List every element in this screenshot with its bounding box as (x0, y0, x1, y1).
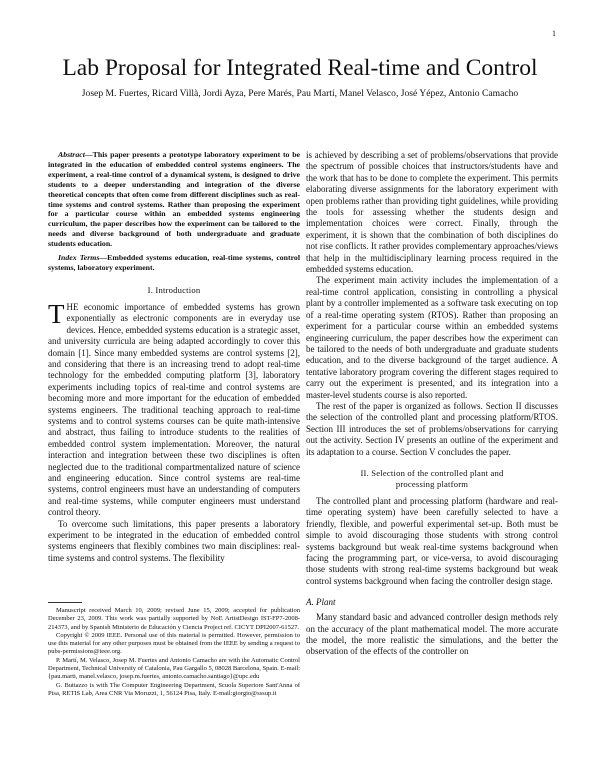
abstract-text: —This paper presents a prototype laboratory experiment to be integrated in the education of embedded control systems engineers. The experiment, a real-time control of a dynamical system, is designed to drive students to a deeper understanding and integration of the diverse theoretical concepts that often come from different disciplines such as real-time systems and control systems. Rather than proposing the experiment for a particular course within an embedded systems engineering curriculum, the paper describes how the experiment can be tailored to the needs and diverse background of both undergraduate and graduate students education. (48, 150, 300, 249)
footnotes (48, 607, 300, 698)
page-number: 1 (552, 29, 556, 38)
drop-cap: T (48, 298, 65, 329)
section-heading-selection (306, 468, 558, 490)
plant-paragraph-1: Many standard basic and advanced controller design methods rely on the accuracy of the plant mathematical model. The more accurate the model, the more realistic the simulations, and the better the observation of the effects of the controller on (306, 612, 558, 657)
abstract-lead: Abstract (58, 150, 85, 159)
left-column (48, 150, 300, 564)
footnote-manuscript: Manuscript received March 10, 2009; revised June 15, 2009; accepted for publication December 23, 2009. This work was partially supported by NoE ArtistDesign IST-FP7-2008-214373, and by Spanish Ministerio de Educación y Ciencia Project ref. CICYT DPI2007-61527. (48, 607, 300, 631)
selection-paragraph-1: The controlled plant and processing platform (hardware and real-time operating system) have been carefully selected to have a friendly, flexible, and powerful experimental set-up. Both must be simple to avoid discouraging those students with strong control systems background but weak real-time systems background when facing the programming part, or vice-versa, to avoid discouraging those students with strong real-time systems background but weak control systems background when facing the controller design stage. (306, 495, 558, 586)
author-list: Josep M. Fuertes, Ricard Villà, Jordi Ayza, Pere Marés, Pau Martí, Manel Velasco, José Yépez, Antonio Camacho (81, 88, 519, 99)
intro-paragraph-1-text: HE economic importance of embedded systems has grown exponentially as electronic components are in everyday use devices. Hence, embedded systems education is a strategic asset, and university curricula are being adapted accordingly to cover this domain [1]. Since many embedded systems are control systems [2], and considering that there is an increasing trend to adopt real-time technology for the embedded computing platform [3], laboratory experiments including topics of real-time and control systems are becoming more and more important for the education of embedded systems engineers. The traditional teaching approach to real-time systems and to control systems courses can be quite math-intensive and abstract, thus failing to introduce students to the realities of embedded control system implementation. Moreover, the natural interaction and integration between these two disciplines is often neglected due to the traditional compartmentalized nature of science and engineering education. Since control systems are real-time systems, control engineers must have an understanding of computers and real-time systems, while computer engineers must understand control theory. (48, 301, 300, 518)
section-heading-introduction: I. Introduction (147, 284, 201, 295)
subsection-heading-plant: A. Plant (306, 597, 336, 608)
intro-paragraph-2-start: To overcome such limitations, this paper presents a laboratory experiment to be integrated in the education of embedded control systems engineers that flexibly combines two main disciplines: real-time systems and control systems. The flexibility (48, 518, 300, 563)
right-column (306, 150, 558, 658)
intro-paragraph-3: The experiment main activity includes the implementation of a real-time control application, consisting in controlling a physical plant by a controller implemented as a software task executing on top of a real-time operating system (RTOS). Rather than proposing an experiment for a particular course within an embedded systems engineering curriculum, the paper describes how the experiment can be tailored to the needs of both undergraduate and graduate students education, and to the diverse background of the target audience. A tentative laboratory program covering the different stages required to carry out the experiment is presented, and its integration into a master-level students course is also reported. (306, 275, 558, 400)
intro-paragraph-1 (48, 298, 300, 519)
section-heading-selection-line1: II. Selection of the controlled plant and (360, 467, 504, 478)
paper-title: Lab Proposal for Integrated Real-time and Control (62, 55, 538, 81)
index-terms (48, 253, 300, 273)
intro-paragraph-4: The rest of the paper is organized as follows. Section II discusses the selection of the controlled plant and processing platform/RTOS. Section III introduces the set of problems/observations for carrying out the activity. Section IV presents an outline of the experiment and its adaptation to a course. Section V concludes the paper. (306, 400, 558, 457)
footnote-copyright: Copyright © 2009 IEEE. Personal use of this material is permitted. However, permission to use this material for any other purposes must be obtained from the IEEE by sending a request to pubs-permissions@ieee.org. (48, 631, 300, 656)
footnote-affiliation-pisa: G. Buttazzo is with The Computer Engineering Department, Scuola Superiore Sant'Anna of Pisa, RETIS Lab, Area CNR Via Moruzzi, 1, 56124 Pisa, Italy. E-mail:giorgio@sssup.it (48, 681, 300, 697)
section-heading-selection-line2: processing platform (395, 478, 469, 489)
index-terms-lead: Index Terms (58, 253, 100, 263)
abstract (48, 150, 300, 249)
intro-paragraph-2-end: is achieved by describing a set of problems/observations that provide the spectrum of possible choices that instructors/students have and the work that has to be done to complete the experiment. This permits elaborating diverse assignments for the laboratory experiment with open problems rather than providing tight guidelines, while providing the tools for assessing whether the students design and implementation choices were correct. Finally, through the experiment, it is shown that the combination of both disciplines do not rise conflicts. It rather provides complementary approaches/views that help in the multidisciplinary learning process required in the embedded systems education. (306, 150, 558, 275)
footnote-affiliation-upc: P. Martí, M. Velasco, Josep M. Fuertes and Antonio Camacho are with the Automatic Control Department, Technical University of Catalonia, Pau Gargallo 5, 08028 Barcelona, Spain. E-mail: {pau.marti, manel.velasco, josep.m.fuertes, antonio.camacho.santiago}@upc.edu (48, 656, 301, 681)
footnote-rule (48, 602, 82, 603)
index-terms-text: —Embedded systems education, real-time systems, control systems, laboratory experiment. (48, 253, 300, 272)
